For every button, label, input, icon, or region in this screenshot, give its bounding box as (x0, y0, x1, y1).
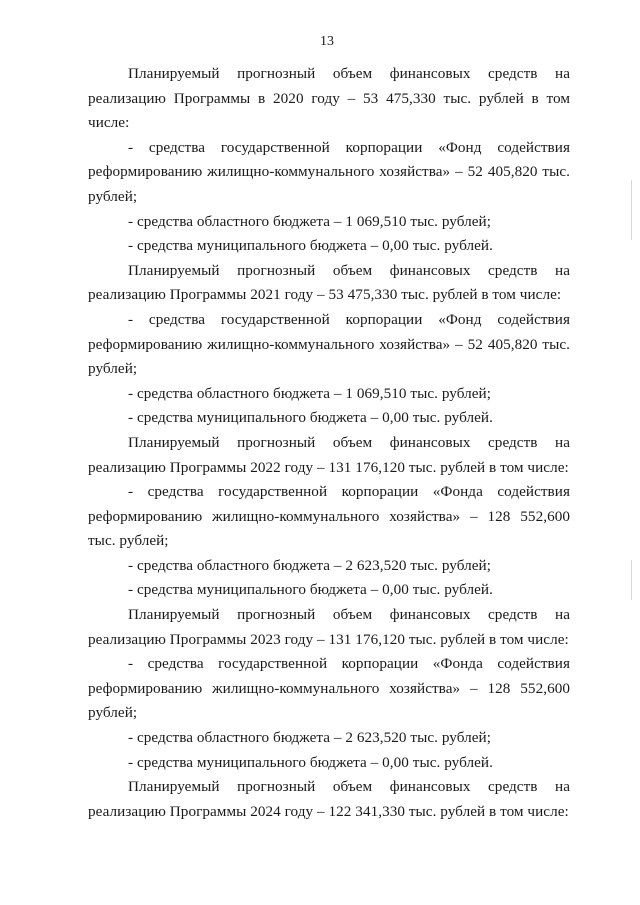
paragraph-plan-2023: Планируемый прогнозный объем финансовых средств на реализацию Программы 2023 году – 131 176,120 тыс. рублей в том числе: (88, 606, 570, 648)
paragraph-fund-2023: - средства государственной корпорации «Фонда содействия реформированию жилищно-коммунального хозяйства» – 128 552,600 рублей; (88, 655, 570, 722)
paragraph-regional-budget-2020: - средства областного бюджета – 1 069,510 тыс. рублей; (128, 212, 491, 230)
paragraph-fund-2020: - средства государственной корпорации «Фонд содействия реформированию жилищно-коммунального хозяйства» – 52 405,820 тыс. рублей; (88, 138, 570, 205)
paragraph-plan-2021: Планируемый прогнозный объем финансовых средств на реализацию Программы 2021 году – 53 475,330 тыс. рублей в том числе: (88, 261, 570, 304)
paragraph-regional-budget-2022: - средства областного бюджета – 2 623,520 тыс. рублей; (128, 556, 491, 574)
page-number: 13 (320, 34, 334, 49)
scan-edge-mark (631, 560, 632, 600)
paragraph-municipal-budget-2020: - средства муниципального бюджета – 0,00 тыс. рублей. (128, 237, 493, 255)
paragraph-municipal-budget-2021: - средства муниципального бюджета – 0,00 тыс. рублей. (128, 409, 493, 427)
paragraph-fund-2021: - средства государственной корпорации «Фонд содействия реформированию жилищно-коммунального хозяйства» – 52 405,820 тыс. рублей; (88, 310, 570, 378)
paragraph-municipal-budget-2023: - средства муниципального бюджета – 0,00 тыс. рублей. (128, 753, 493, 771)
paragraph-plan-2024: Планируемый прогнозный объем финансовых средств на реализацию Программы 2024 году – 122 341,330 тыс. рублей в том числе: (88, 778, 570, 820)
paragraph-municipal-budget-2022: - средства муниципального бюджета – 0,00 тыс. рублей. (128, 581, 493, 599)
paragraph-regional-budget-2021: - средства областного бюджета – 1 069,510 тыс. рублей; (128, 384, 491, 402)
document-body (88, 62, 570, 824)
paragraph-regional-budget-2023: - средства областного бюджета – 2 623,520 тыс. рублей; (128, 729, 491, 747)
scan-edge-mark (631, 180, 632, 240)
paragraph-fund-2022: - средства государственной корпорации «Фонда содействия реформированию жилищно-коммунального хозяйства» – 128 552,600 тыс. рублей; (88, 483, 570, 550)
paragraph-plan-2022: Планируемый прогнозный объем финансовых средств на реализацию Программы 2022 году – 131 176,120 тыс. рублей в том числе: (88, 433, 570, 476)
paragraph-plan-2020: Планируемый прогнозный объем финансовых средств на реализацию Программы в 2020 году – 53 475,330 тыс. рублей в том числе: (88, 65, 570, 132)
